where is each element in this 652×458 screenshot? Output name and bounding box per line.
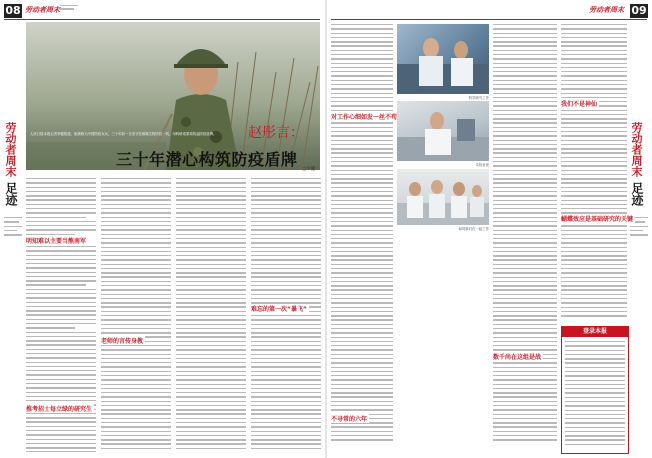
lead-paragraph: 人民日报本报记者李健报道，她被称为中国防疫女兵，三十年如一日坚守在病媒生物防控一线，用科研成果构筑起防疫盾牌。 (30, 132, 217, 136)
photo-group (397, 169, 489, 225)
right-section-label-black: 足迹 (630, 182, 644, 206)
subhead-right-1: 对工作心细如发一丝不苟 (331, 114, 398, 121)
right-body-col-1 (331, 24, 393, 452)
headline-subject-name: 赵彤言： (248, 125, 304, 141)
photo-caption-3: 和同事们在一起工作 (458, 227, 489, 231)
right-narrow-column (630, 22, 648, 452)
right-body-col-2 (493, 24, 557, 452)
byline: □李健 (302, 167, 316, 172)
sidebar-box-heading: 登录本报 (562, 327, 628, 337)
group-illustration (397, 169, 489, 225)
left-body-col-2 (101, 178, 171, 452)
left-masthead: 劳动者周末 (25, 6, 60, 14)
subhead-left-2: 老师的言传身教 (101, 338, 144, 345)
right-page (327, 0, 652, 458)
sidebar-box (561, 326, 629, 454)
right-masthead: 劳动者周末 (589, 6, 624, 14)
subhead-right-4: 数千尚在这组是战 (493, 354, 542, 361)
left-body-col-4 (251, 178, 321, 452)
photo-lab-2 (397, 101, 489, 161)
subhead-left-1: 明知难以主要当熊南军 (26, 238, 87, 245)
right-body-col-3 (561, 24, 627, 324)
subhead-right-2: 我们不是神仙 (561, 101, 598, 108)
subhead-left-3: 推考招士每立绿的研究生 (26, 406, 93, 413)
right-page-number: 09 (631, 4, 647, 17)
left-narrow-column (4, 22, 22, 452)
photo-lab-1 (397, 24, 489, 94)
left-page (0, 0, 325, 458)
left-masthead-date (60, 5, 78, 14)
left-section-label-black: 足迹 (4, 182, 18, 206)
right-top-rule (331, 19, 647, 20)
photo-caption-1: 科学研究工作 (468, 96, 489, 100)
left-body-col-3 (176, 178, 246, 452)
subhead-right-3: 蝴蝶效应是基础研究的关键 (561, 216, 634, 223)
left-top-rule (4, 19, 320, 20)
left-page-number: 08 (5, 4, 21, 17)
lab-illustration-2 (397, 101, 489, 161)
subhead-middle-1: 难忘的第一次“暴飞” (251, 306, 307, 313)
subhead-middle-2: 不寻常的六年 (331, 416, 368, 423)
left-section-label-red: 劳动者周末 (4, 122, 17, 177)
photo-caption-2: 实验室里 (475, 163, 489, 167)
headline: 三十年潜心构筑防疫盾牌 (116, 150, 298, 169)
lab-illustration-1 (397, 24, 489, 94)
right-section-label-red: 劳动者周末 (630, 122, 643, 177)
